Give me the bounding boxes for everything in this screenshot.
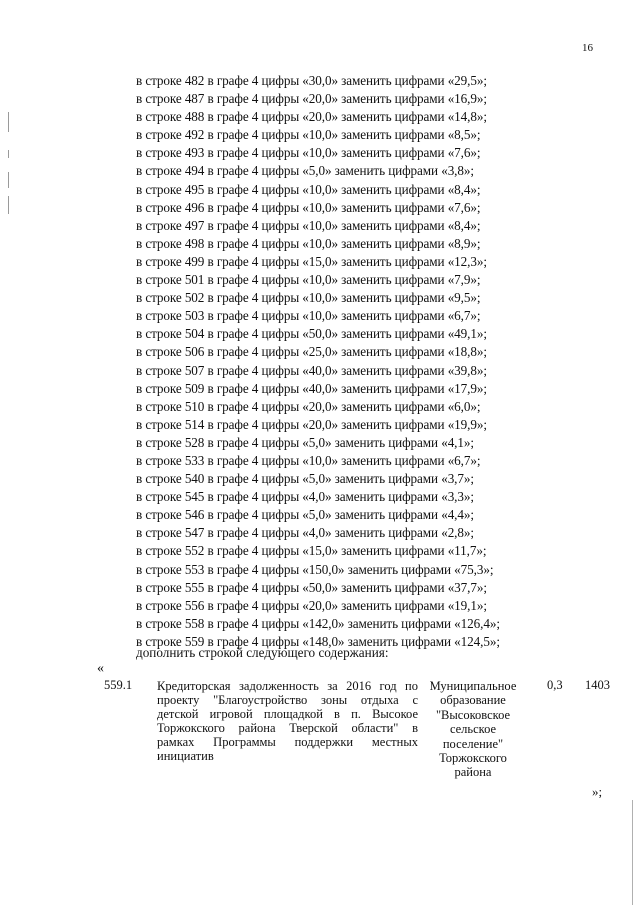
row-description	[157, 679, 418, 764]
row-description-line: детской игровой площадкой в п. Высокое	[157, 707, 418, 722]
amendment-line: в строке 493 в графе 4 цифры «10,0» заменить цифрами «7,6»;	[136, 145, 481, 161]
amendment-line: в строке 495 в графе 4 цифры «10,0» заменить цифрами «8,4»;	[136, 181, 481, 197]
row-value: 0,3	[547, 678, 563, 692]
amendment-line: в строке 514 в графе 4 цифры «20,0» заменить цифрами «19,9»;	[136, 416, 487, 432]
row-code: 1403	[585, 678, 610, 692]
open-quote: «	[97, 661, 104, 676]
amendment-line: в строке 482 в графе 4 цифры «30,0» заменить цифрами «29,5»;	[136, 73, 487, 88]
row-description-line: рамках Программы поддержки местных	[157, 735, 418, 750]
amendment-line: в строке 528 в графе 4 цифры «5,0» заменить цифрами «4,1»;	[136, 434, 474, 450]
amendment-line: в строке 558 в графе 4 цифры «142,0» заменить цифрами «126,4»;	[136, 615, 500, 631]
page-number: 16	[582, 42, 593, 54]
row-description-line: Кредиторская задолженность за 2016 год по	[157, 679, 418, 693]
amendment-line: в строке 501 в графе 4 цифры «10,0» заменить цифрами «7,9»;	[136, 272, 481, 288]
amendment-lines	[136, 72, 576, 651]
amendment-line: в строке 503 в графе 4 цифры «10,0» заменить цифрами «6,7»;	[136, 308, 481, 324]
amendment-line: в строке 546 в графе 4 цифры «5,0» заменить цифрами «4,4»;	[136, 507, 474, 523]
amendment-line: в строке 496 в графе 4 цифры «10,0» заменить цифрами «7,6»;	[136, 199, 481, 215]
scan-edge-mark	[632, 800, 633, 905]
close-quote: »;	[592, 784, 603, 799]
amendment-line: в строке 547 в графе 4 цифры «4,0» заменить цифрами «2,8»;	[136, 525, 474, 541]
amendment-line: в строке 510 в графе 4 цифры «20,0» заменить цифрами «6,0»;	[136, 398, 481, 414]
amendment-line: в строке 552 в графе 4 цифры «15,0» заменить цифрами «11,7»;	[136, 543, 487, 559]
amendment-line: в строке 553 в графе 4 цифры «150,0» заменить цифрами «75,3»;	[136, 561, 494, 577]
scan-edge-mark	[8, 172, 9, 188]
row-organization-line: Торжокского	[439, 751, 507, 766]
intro-text: дополнить строкой следующего содержания:	[136, 645, 389, 660]
amendment-line: в строке 487 в графе 4 цифры «20,0» заменить цифрами «16,9»;	[136, 91, 487, 107]
amendment-line: в строке 533 в графе 4 цифры «10,0» заменить цифрами «6,7»;	[136, 452, 481, 468]
amendment-line: в строке 556 в графе 4 цифры «20,0» заменить цифрами «19,1»;	[136, 597, 487, 613]
amendment-line: в строке 545 в графе 4 цифры «4,0» заменить цифрами «3,3»;	[136, 489, 474, 505]
amendment-line: в строке 504 в графе 4 цифры «50,0» заменить цифрами «49,1»;	[136, 326, 487, 342]
row-description-line: проекту "Благоустройство зоны отдыха с	[157, 693, 418, 708]
row-number: 559.1	[104, 678, 133, 692]
row-organization-line: сельское	[449, 722, 497, 737]
row-organization-line: поселение"	[442, 736, 504, 751]
scan-edge-mark	[8, 150, 9, 158]
amendment-line: в строке 498 в графе 4 цифры «10,0» заменить цифрами «8,9»;	[136, 235, 481, 251]
amendment-line: в строке 540 в графе 4 цифры «5,0» заменить цифрами «3,7»;	[136, 471, 474, 487]
amendment-line: в строке 492 в графе 4 цифры «10,0» заменить цифрами «8,5»;	[136, 127, 481, 143]
amendment-line: в строке 502 в графе 4 цифры «10,0» заменить цифрами «9,5»;	[136, 290, 481, 306]
amendment-line: в строке 499 в графе 4 цифры «15,0» заменить цифрами «12,3»;	[136, 253, 487, 269]
row-description-line: Торжокского района Тверской области" в	[157, 721, 418, 736]
amendment-line: в строке 509 в графе 4 цифры «40,0» заменить цифрами «17,9»;	[136, 380, 487, 396]
amendment-line: в строке 506 в графе 4 цифры «25,0» заменить цифрами «18,8»;	[136, 344, 487, 360]
scan-edge-mark	[8, 196, 9, 214]
amendment-line: в строке 559 в графе 4 цифры «148,0» заменить цифрами «124,5»;	[136, 633, 500, 649]
amendment-line: в строке 555 в графе 4 цифры «50,0» заменить цифрами «37,7»;	[136, 579, 487, 595]
row-description-line: инициатив	[157, 749, 214, 764]
row-organization-line: образование	[440, 693, 506, 708]
amendment-line: в строке 488 в графе 4 цифры «20,0» заменить цифрами «14,8»;	[136, 109, 487, 125]
row-organization-line: Муниципальное	[429, 679, 517, 693]
amendment-line: в строке 497 в графе 4 цифры «10,0» заменить цифрами «8,4»;	[136, 217, 481, 233]
amendment-line: в строке 507 в графе 4 цифры «40,0» заменить цифрами «39,8»;	[136, 362, 487, 378]
row-organization-line: района	[454, 765, 492, 780]
row-organization	[428, 679, 518, 780]
amendment-line: в строке 494 в графе 4 цифры «5,0» заменить цифрами «3,8»;	[136, 163, 474, 179]
scan-edge-mark	[8, 112, 9, 132]
row-organization-line: "Высоковское	[435, 707, 511, 722]
